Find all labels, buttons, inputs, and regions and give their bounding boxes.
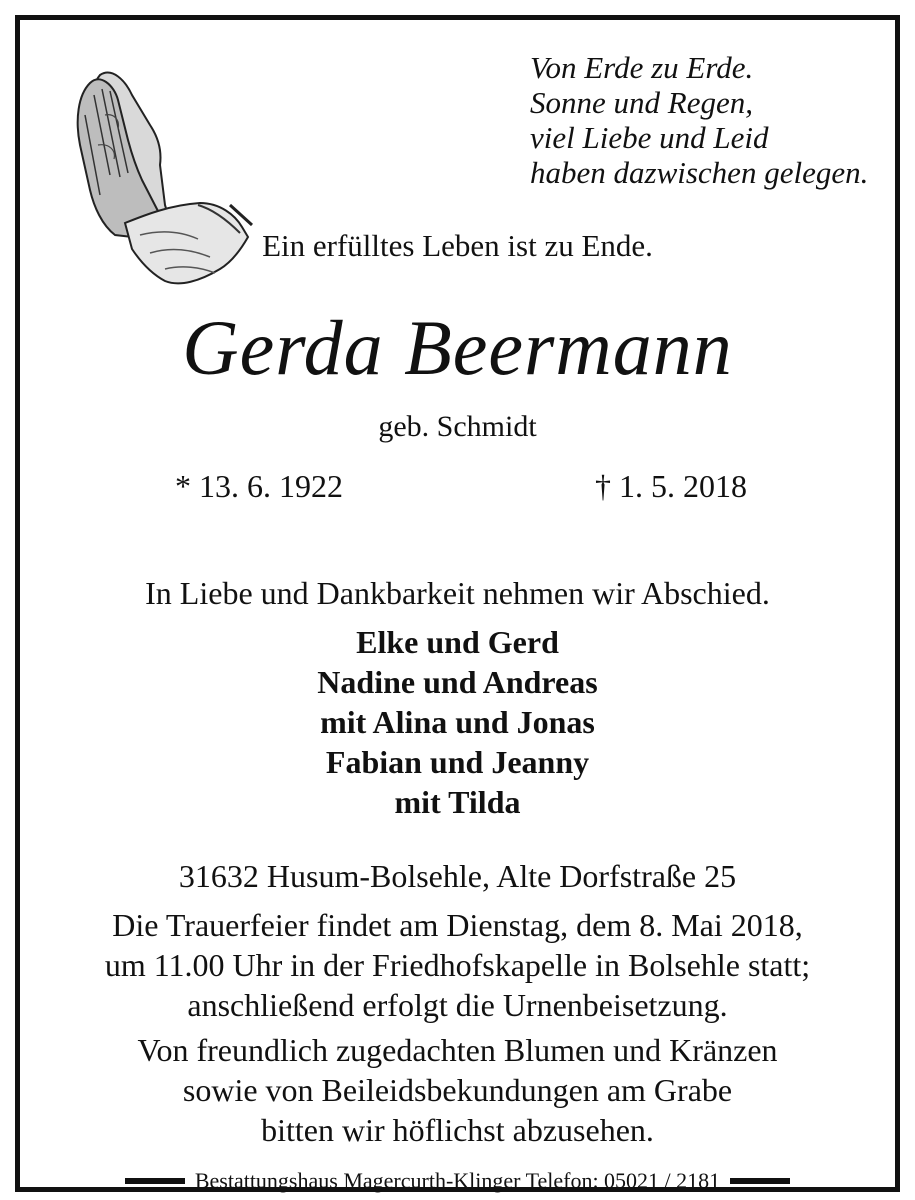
intro-line: Ein erfülltes Leben ist zu Ende. bbox=[262, 228, 653, 263]
ceremony-info bbox=[20, 905, 895, 1025]
mourner: Nadine und Andreas bbox=[317, 664, 598, 700]
flower-request bbox=[20, 1030, 895, 1150]
deceased-name: Gerda Beermann bbox=[182, 304, 733, 391]
footer-rule bbox=[730, 1178, 790, 1184]
funeral-home-footer bbox=[20, 1168, 895, 1194]
mourner: mit Tilda bbox=[394, 784, 521, 820]
death-date: † 1. 5. 2018 bbox=[595, 468, 747, 504]
address: 31632 Husum-Bolsehle, Alte Dorfstraße 25 bbox=[178, 858, 737, 894]
mourner: Elke und Gerd bbox=[356, 624, 559, 660]
poem-line: haben dazwischen gelegen. bbox=[530, 155, 869, 190]
birth-date: * 13. 6. 1922 bbox=[175, 468, 343, 504]
request-line: bitten wir höflichst abzusehen. bbox=[261, 1112, 654, 1148]
funeral-home-contact: Bestattungshaus Magercurth-Klinger Telefon: 05021 / 2181 bbox=[194, 1168, 721, 1193]
request-line: Von freundlich zugedachten Blumen und Kränzen bbox=[137, 1032, 778, 1068]
mourners-list bbox=[20, 622, 895, 822]
poem-line: Sonne und Regen, bbox=[530, 85, 753, 120]
ceremony-line: um 11.00 Uhr in der Friedhofskapelle in Bolsehle statt; bbox=[104, 947, 811, 983]
ceremony-line: anschließend erfolgt die Urnenbeisetzung. bbox=[187, 987, 728, 1023]
ceremony-line: Die Trauerfeier findet am Dienstag, dem 8. Mai 2018, bbox=[112, 907, 803, 943]
obituary-notice bbox=[15, 15, 900, 1192]
mourner: mit Alina und Jonas bbox=[320, 704, 595, 740]
footer-rule bbox=[125, 1178, 185, 1184]
poem bbox=[530, 50, 868, 190]
poem-line: viel Liebe und Leid bbox=[530, 120, 769, 155]
maiden-name: geb. Schmidt bbox=[378, 410, 537, 443]
request-line: sowie von Beileidsbekundungen am Grabe bbox=[182, 1072, 733, 1108]
poem-line: Von Erde zu Erde. bbox=[530, 50, 754, 85]
farewell-line: In Liebe und Dankbarkeit nehmen wir Abschied. bbox=[145, 575, 770, 611]
mourner: Fabian und Jeanny bbox=[325, 744, 590, 780]
